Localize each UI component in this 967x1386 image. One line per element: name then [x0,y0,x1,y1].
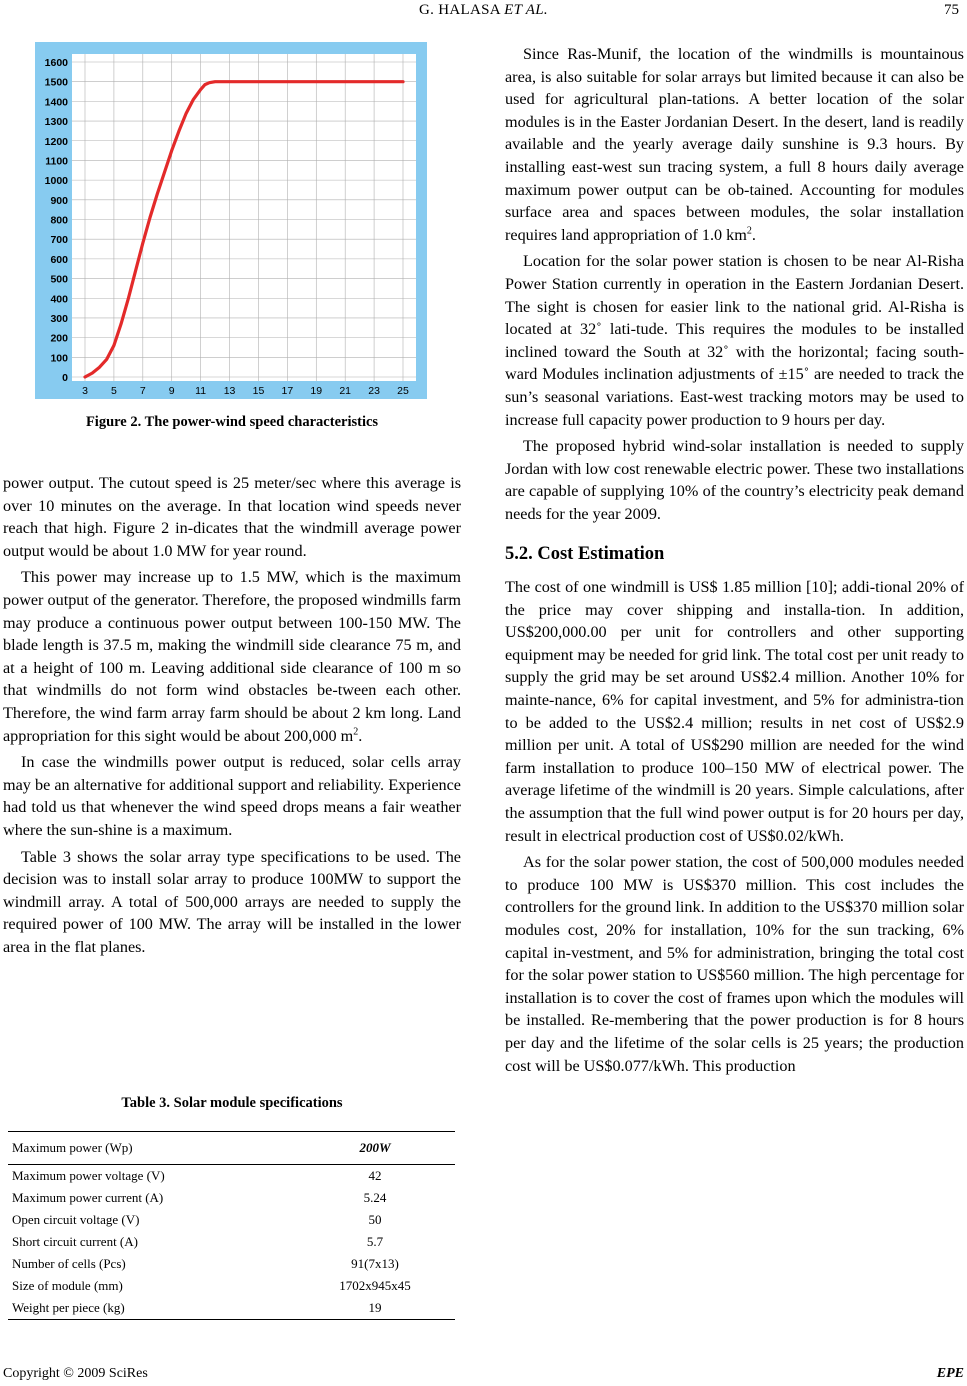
table-cell-value: 1702x945x45 [339,1278,411,1293]
table-cell-label: Number of cells (Pcs) [12,1256,126,1271]
footer-copyright: Copyright © 2009 SciRes [3,1366,148,1381]
left-paragraph-3: In case the windmills power output is reduced, solar cells array may be an alternative for additional support and reliability. Experience had told us that whenever the wind speed drops means a fair weather where the sun-shine is a maximum. [3,753,461,839]
x-tick-label: 3 [82,385,88,397]
y-tick-label: 1200 [44,135,68,148]
table-cell-value: 19 [291,1297,455,1320]
table-cell-value: 91(7x13) [351,1256,399,1271]
table-row [8,1209,455,1231]
right-paragraph-3: The proposed hybrid wind-solar installation is needed to supply Jordan with low cost renewable electric power. These two installations are capable of supplying 10% of the country’s electricity peak demand needs for the year 2009. [505,437,964,523]
right-paragraph-1-end: . [751,225,756,244]
left-paragraph-2-end: . [358,726,363,745]
plot-area [72,54,416,381]
table-cell-value: 5.7 [366,1234,384,1249]
y-tick-label: 100 [50,352,68,365]
right-paragraph-1 [505,43,964,246]
y-tick-label: 900 [50,194,68,207]
y-tick-label: 600 [50,253,68,266]
y-tick-label: 1000 [44,175,68,188]
right-paragraph-5: As for the solar power station, the cost of 500,000 modules needed to produce 100 MW is US$370 million. This cost includes the controllers for the ground link. In addition to the US$370 million solar modules cost, 20% for installation, 10% for the sun tracking, 6% capital in-vestment, and 5% for administration, bringing the total cost for the solar power station to US$560 million. The high percentage for installation is to cover the cost of frames upon which the modules will be installed. Re-membering that the power production is for 8 hours per day and the lifetime of the solar cells is 25 years; the production cost will be US$0.077/kWh. This production [505,853,964,1075]
x-tick-label: 13 [223,385,236,397]
superscript: 2 [353,726,359,738]
table-cell-label: Maximum power current (A) [12,1190,164,1205]
header-et-al: ET AL. [504,2,548,18]
x-tick-label: 23 [368,385,380,397]
table-row [8,1231,455,1253]
table-cell-label: Open circuit voltage (V) [12,1212,140,1227]
footer-journal: EPE [936,1366,964,1381]
table-cell-value: 5.24 [363,1190,387,1205]
table-caption: Table 3. Solar module specifications [121,1095,343,1111]
y-tick-label: 1400 [44,96,68,109]
x-tick-label: 25 [397,385,409,397]
x-tick-label: 21 [339,385,352,397]
left-paragraph-4: Table 3 shows the solar array type specifications to be used. The decision was to install solar array to produce 100MW to support the windmill array. A total of 500,000 arrays are needed to supply the required power of 100 MW. The array will be installed in the lower area in the flat planes. [3,847,461,956]
table-row [8,1187,455,1209]
x-tick-label: 9 [168,385,175,397]
header-authors: G. HALASA [419,2,501,18]
table-header-row [8,1132,455,1165]
table-row [8,1275,455,1297]
power-wind-speed-chart [35,42,427,399]
table-cell-label: Size of module (mm) [12,1278,123,1293]
y-tick-label: 1600 [44,57,68,69]
left-paragraph-2 [3,566,461,747]
x-tick-label: 19 [310,385,323,397]
solar-module-spec-table [8,1131,455,1320]
y-tick-label: 1500 [44,76,68,89]
left-paragraph-1: power output. The cutout speed is 25 meter/sec where this average is over 10 minutes on the average. In that location wind speeds never reach that high. Figure 2 in-dicates that the windmill average power output would be about 1.0 MW for year round. [3,474,461,560]
page-number: 75 [944,2,959,18]
y-tick-label: 500 [50,273,68,286]
left-paragraph-2-text: This power may increase up to 1.5 MW, which is the maximum power output of the generator. Therefore, the proposed windmills farm may produce a continuous power output between 100-150 MW. The blade length is 37.5 m, making the windmill side clearance 75 m, and at a height of 100 m. Leaving additional side clearance of 100 m so that windmills do not form wind obstacles be-tween each other. Therefore, the wind farm array farm should be about 2 km long. Land appropriation for this sight would be about 200,000 m [3,568,461,745]
right-column [505,43,964,1077]
table-cell-label: Short circuit current (A) [12,1234,138,1249]
running-header [0,2,967,19]
y-tick-label: 300 [50,312,68,325]
x-tick-label: 11 [195,385,207,397]
table-cell-value: 50 [368,1212,382,1227]
y-tick-label: 0 [62,372,68,384]
table-cell-label: Maximum power voltage (V) [12,1168,165,1183]
y-tick-label: 200 [50,332,68,345]
table-header-value: 200W [291,1132,455,1165]
x-tick-label: 17 [281,385,294,397]
y-tick-label: 700 [50,234,68,247]
right-paragraph-1-text: Since Ras-Munif, the location of the windmills is mountainous area, is also suitable for solar arrays but limited because it can also be used for agricultural plan-tations. A better location of the solar modules is in the Easter Jordanian Desert. In the desert, land is readily available and the yearly average daily sunshine is 9.3 hours. By installing east-west sun tracing system, a full 8 hours daily average maximum power output can be ob-tained. Accounting for modules surface area and spaces between modules, the solar installation requires land appropriation of 1.0 km [505,45,964,244]
table-header-label: Maximum power (Wp) [8,1132,291,1165]
table-row [8,1253,455,1275]
left-column [3,472,461,958]
right-paragraph-4: The cost of one windmill is US$ 1.85 million [10]; addi-tional 20% of the price may cover shipping and installa-tion. In addition, US$200,000.00 per unit for controllers and other supporting equipment may be needed for grid link. The total cost per unit ready to supply the grid may be set around US$2.4 million. Another 10% for mainte-nance, 6% for capital investment, and 5% for administra-tion to be added to the US$2.4 million; results in net cost of US$2.9 million per unit. A total of US$290 million are needed for the wind farm installation to produce 100–150 MW of electrical power. The average lifetime of the windmill is 20 years. Simple calculations, after the assumption that the full wind power output is for 20 hours per day, result in electrical production cost of US$0.02/kWh. [505,578,964,845]
table-row [8,1165,455,1188]
right-paragraph-2: Location for the solar power station is chosen to be near Al-Risha Power Station currently in operation in the Eastern Jordanian Desert. The sight is chosen for easier link to the national grid. Al-Risha is located at 32˚ lati-tude. This requires the modules to be installed inclined toward the South at 32˚ with the horizontal; facing south-ward Modules inclination adjustments of ±15˚ are needed to track the sun’s seasonal variations. East-west tracking motors may be used to increase full capacity power production to 9 hours per day. [505,252,964,429]
y-tick-label: 1300 [44,116,68,129]
y-tick-label: 400 [50,293,68,306]
y-tick-label: 800 [50,214,68,227]
table-cell-value: 42 [368,1168,382,1183]
figure-caption: Figure 2. The power-wind speed characteristics [85,414,379,430]
x-tick-label: 5 [110,385,117,397]
x-tick-label: 15 [252,385,265,397]
section-heading: 5.2. Cost Estimation [505,544,665,565]
x-tick-label: 7 [139,385,146,397]
y-tick-label: 1100 [45,155,68,168]
table-cell-label: Weight per piece (kg) [8,1297,291,1320]
superscript: 2 [746,225,752,237]
table-row [8,1297,455,1320]
